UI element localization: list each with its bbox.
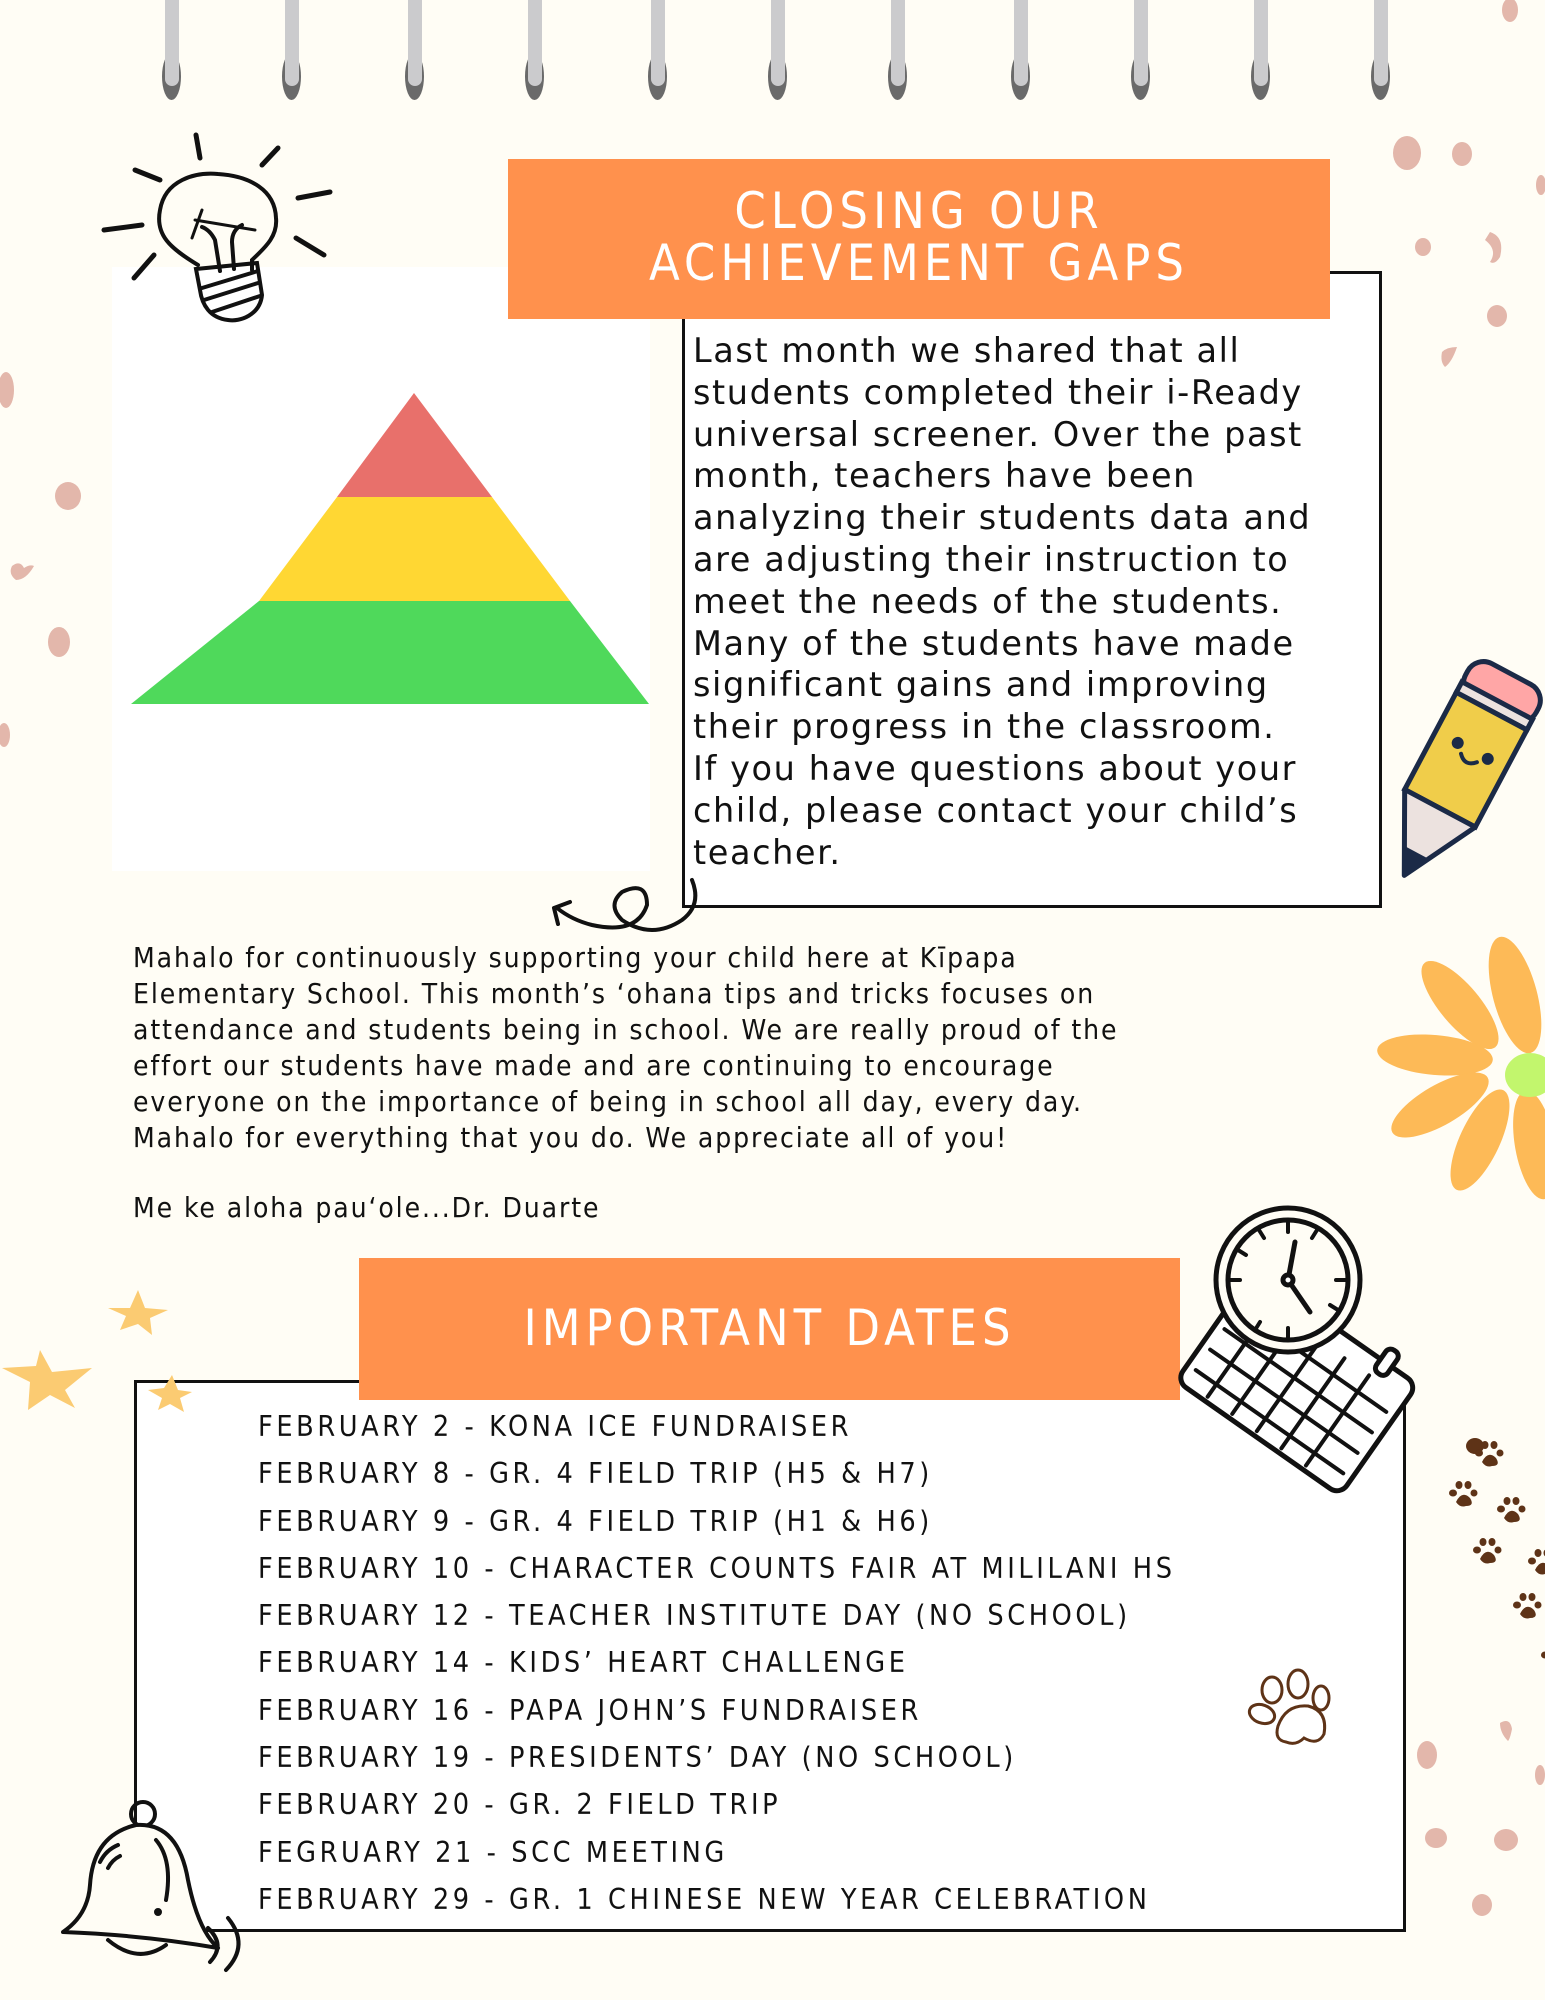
- achievement-body-line: month, teachers have been: [693, 456, 1196, 496]
- flower-icon: [1385, 940, 1545, 1200]
- box-top-edge: [1328, 271, 1382, 274]
- achievement-gaps-banner: [508, 159, 1330, 319]
- achievement-body: [693, 330, 1383, 873]
- letter-line: everyone on the importance of being in school all day, every day.: [133, 1085, 1083, 1118]
- pyramid-tier-top: [337, 393, 492, 497]
- date-item: FEBRUARY 9 - GR. 4 FIELD TRIP (H1 & H6): [258, 1504, 933, 1538]
- paw-print-icon: [1512, 1592, 1544, 1622]
- banner-title-line2: ACHIEVEMENT GAPS: [649, 234, 1189, 292]
- achievement-body-line: are adjusting their instruction to: [693, 539, 1290, 579]
- clock-calendar-icon: [1180, 1200, 1440, 1460]
- dates-title: IMPORTANT DATES: [523, 1299, 1016, 1357]
- achievement-body-line: students completed their i-Ready: [693, 372, 1303, 412]
- achievement-body-line: child, please contact your child’s: [693, 790, 1299, 830]
- achievement-body-line: Last month we shared that all: [693, 331, 1241, 370]
- date-item: FEBRUARY 19 - PRESIDENTS’ DAY (NO SCHOOL): [258, 1741, 1017, 1775]
- letter-line: effort our students have made and are continuing to encourage: [133, 1049, 1055, 1082]
- paw-print-icon: [1448, 1480, 1480, 1510]
- date-item: FEBRUARY 10 - CHARACTER COUNTS FAIR AT MILILANI HS: [258, 1551, 1176, 1585]
- pencil-icon: [1370, 650, 1540, 910]
- pyramid-tier-bottom: [131, 601, 649, 704]
- bell-icon: [48, 1800, 248, 2000]
- letter-signoff: Me ke aloha pau‘ole...Dr. Duarte: [133, 1191, 601, 1224]
- date-item: FEBRUARY 29 - GR. 1 CHINESE NEW YEAR CELEBRATION: [258, 1882, 1151, 1916]
- star-icons: [0, 1270, 200, 1470]
- paw-print-icon: [1527, 1548, 1545, 1578]
- date-item: FEGRUARY 21 - SCC MEETING: [258, 1835, 728, 1869]
- achievement-body-line: significant gains and improving: [693, 665, 1269, 705]
- principal-letter: [133, 940, 1373, 1156]
- dates-list: [258, 1403, 1176, 1923]
- achievement-body-line: If you have questions about your: [693, 748, 1298, 788]
- achievement-body-line: Many of the students have made: [693, 623, 1295, 663]
- date-item: FEBRUARY 8 - GR. 4 FIELD TRIP (H5 & H7): [258, 1457, 933, 1491]
- paw-print-icon: [1472, 1537, 1504, 1567]
- achievement-body-line: their progress in the classroom.: [693, 707, 1276, 747]
- important-dates-banner: [359, 1258, 1180, 1400]
- curly-arrow-icon: [552, 880, 712, 940]
- banner-title-line1: CLOSING OUR: [734, 182, 1104, 240]
- date-item: FEBRUARY 12 - TEACHER INSTITUTE DAY (NO SCHOOL): [258, 1599, 1131, 1633]
- paw-print-icon: [1474, 1440, 1506, 1470]
- paw-print-icon: [1540, 1642, 1545, 1672]
- letter-line: Mahalo for everything that you do. We appreciate all of you!: [133, 1121, 1009, 1154]
- pyramid-tier-middle: [259, 497, 570, 601]
- date-item: FEBRUARY 20 - GR. 2 FIELD TRIP: [258, 1788, 782, 1822]
- achievement-body-line: meet the needs of the students.: [693, 581, 1283, 621]
- paw-print-icon: [1496, 1496, 1528, 1526]
- achievement-body-line: analyzing their students data and: [693, 498, 1312, 538]
- date-item: FEBRUARY 16 - PAPA JOHN’S FUNDRAISER: [258, 1693, 922, 1727]
- letter-line: Elementary School. This month’s ‘ohana tips and tricks focuses on: [133, 977, 1096, 1010]
- achievement-body-line: teacher.: [693, 832, 842, 872]
- date-item: FEBRUARY 14 - KIDS’ HEART CHALLENGE: [258, 1646, 909, 1680]
- paw-outline-icon: [1246, 1666, 1346, 1756]
- achievement-body-line: universal screener. Over the past: [693, 414, 1303, 454]
- letter-line: Mahalo for continuously supporting your child here at Kīpapa: [133, 941, 1018, 974]
- date-item: FEBRUARY 2 - KONA ICE FUNDRAISER: [258, 1410, 853, 1443]
- letter-line: attendance and students being in school. We are really proud of the: [133, 1013, 1119, 1046]
- lightbulb-icon: [100, 130, 340, 430]
